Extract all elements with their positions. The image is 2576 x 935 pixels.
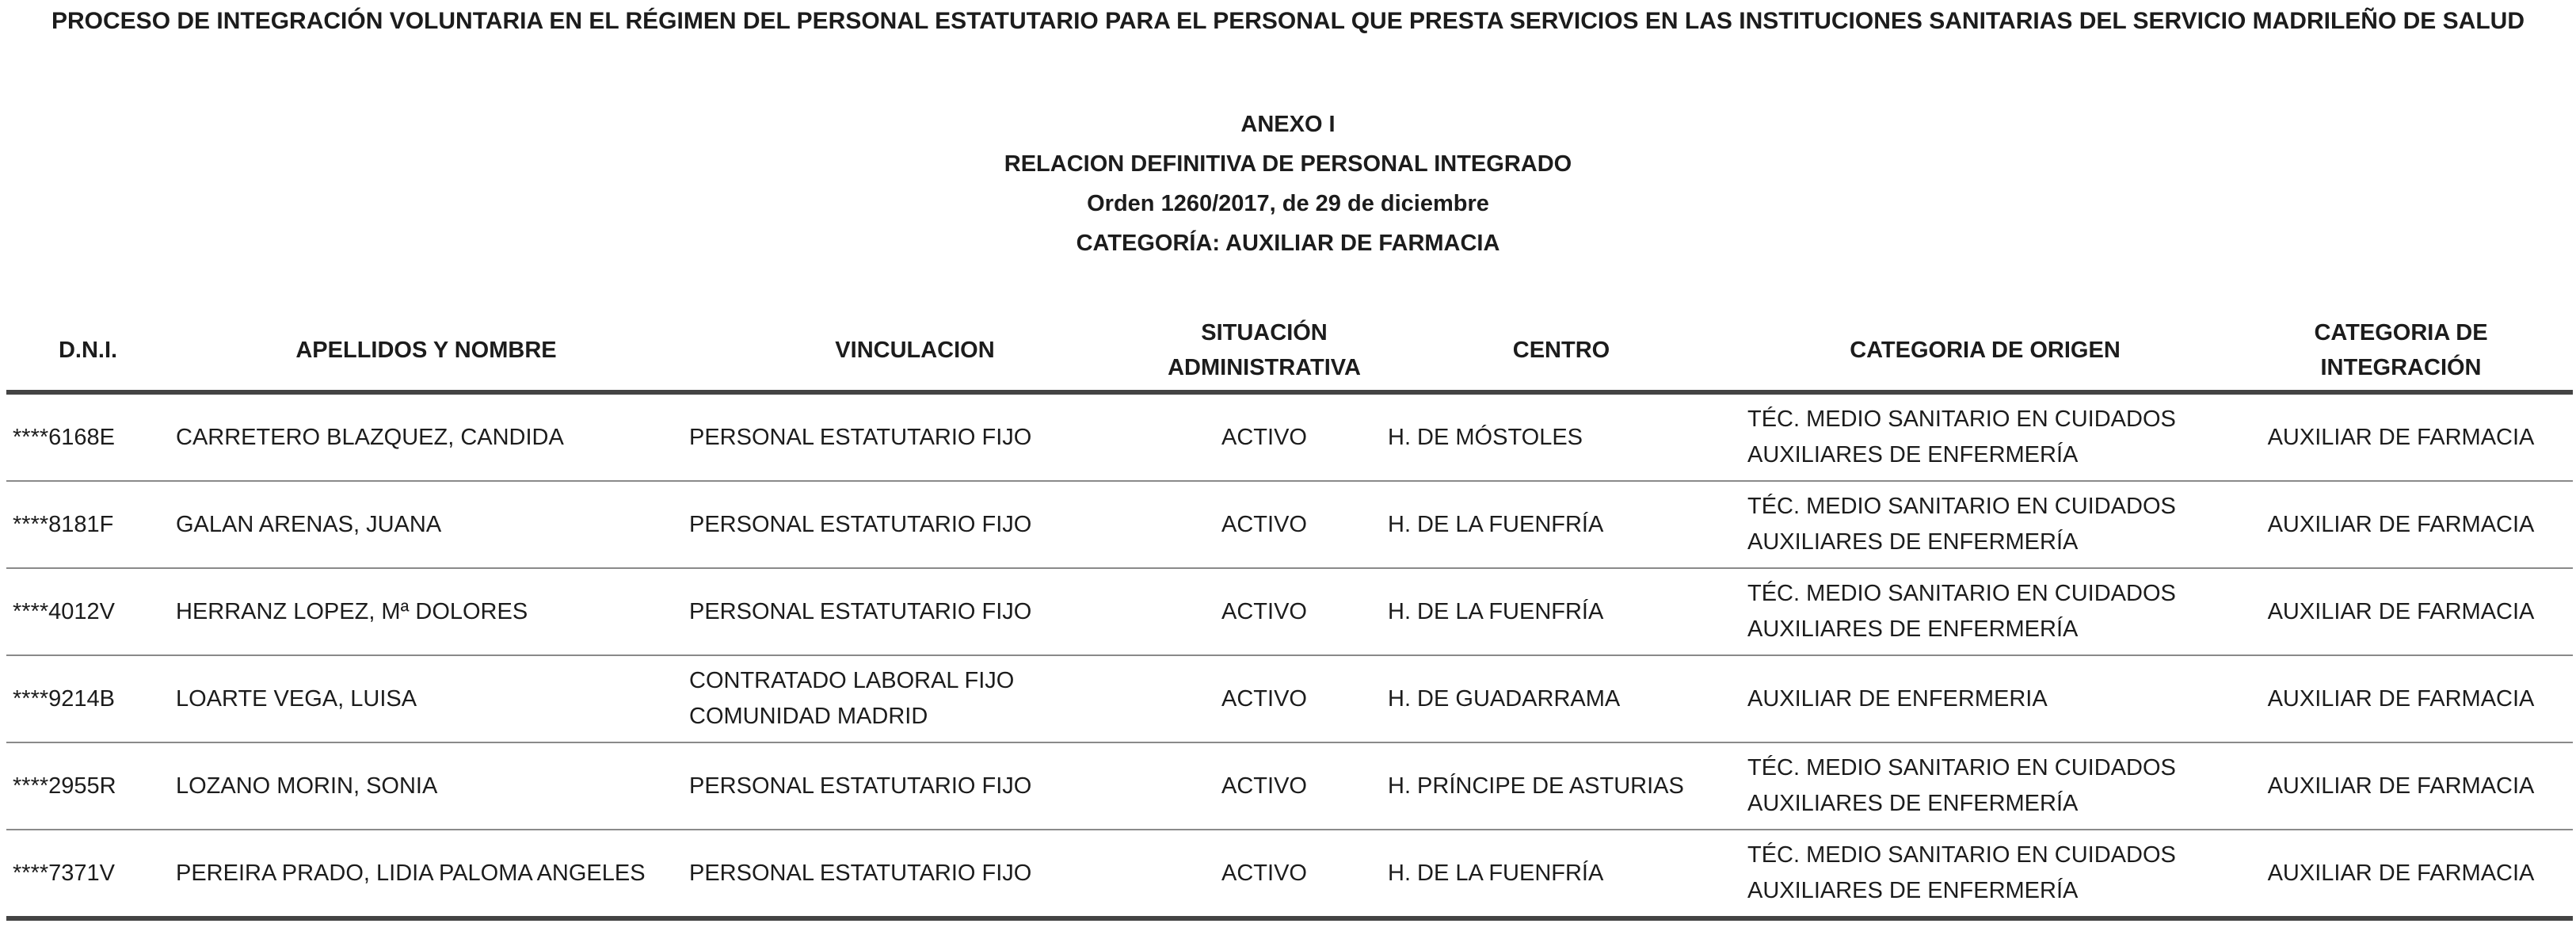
cell-dni: ****9214B <box>6 655 170 742</box>
cell-centro: H. DE MÓSTOLES <box>1381 392 1741 481</box>
cell-origen-line-1: TÉC. MEDIO SANITARIO EN CUIDADOS <box>1747 581 2176 606</box>
cell-vinculacion <box>683 568 1147 655</box>
cell-origen-line-2: AUXILIARES DE ENFERMERÍA <box>1747 878 2079 903</box>
cell-origen <box>1741 830 2229 918</box>
header-integracion-line-1: CATEGORIA DE <box>2314 320 2488 345</box>
cell-situacion: ACTIVO <box>1147 830 1381 918</box>
cell-origen-line-2: AUXILIARES DE ENFERMERÍA <box>1747 442 2079 468</box>
personnel-table <box>6 311 2573 921</box>
cell-vinculacion-line-2: COMUNIDAD MADRID <box>689 704 928 729</box>
cell-situacion: ACTIVO <box>1147 481 1381 568</box>
cell-situacion: ACTIVO <box>1147 655 1381 742</box>
cell-origen-line-2: AUXILIARES DE ENFERMERÍA <box>1747 791 2079 816</box>
cell-vinculacion-line-1: PERSONAL ESTATUTARIO FIJO <box>689 773 1032 799</box>
cell-vinculacion <box>683 655 1147 742</box>
cell-vinculacion <box>683 481 1147 568</box>
heading-block <box>0 105 2576 263</box>
header-dni: D.N.I. <box>6 311 170 392</box>
header-integracion-line-2: INTEGRACIÓN <box>2320 355 2482 380</box>
cell-origen <box>1741 392 2229 481</box>
cell-name: HERRANZ LOPEZ, Mª DOLORES <box>170 568 683 655</box>
cell-situacion: ACTIVO <box>1147 742 1381 830</box>
cell-situacion: ACTIVO <box>1147 568 1381 655</box>
table-row <box>6 392 2573 481</box>
cell-origen <box>1741 742 2229 830</box>
cell-integracion: AUXILIAR DE FARMACIA <box>2229 655 2573 742</box>
document-subtitle: RELACION DEFINITIVA DE PERSONAL INTEGRADO <box>1004 151 1572 177</box>
cell-vinculacion-line-1: PERSONAL ESTATUTARIO FIJO <box>689 424 1032 450</box>
cell-vinculacion <box>683 742 1147 830</box>
cell-vinculacion-line-1: PERSONAL ESTATUTARIO FIJO <box>689 860 1032 886</box>
cell-dni: ****4012V <box>6 568 170 655</box>
cell-name: GALAN ARENAS, JUANA <box>170 481 683 568</box>
cell-name: LOZANO MORIN, SONIA <box>170 742 683 830</box>
header-situacion <box>1147 311 1381 392</box>
cell-origen-line-1: AUXILIAR DE ENFERMERIA <box>1747 685 2048 712</box>
cell-vinculacion-line-1: PERSONAL ESTATUTARIO FIJO <box>689 598 1032 624</box>
cell-integracion: AUXILIAR DE FARMACIA <box>2229 742 2573 830</box>
header-centro: CENTRO <box>1381 311 1741 392</box>
table-row <box>6 742 2573 830</box>
annex-title: ANEXO I <box>1240 112 1336 137</box>
cell-origen-line-1: TÉC. MEDIO SANITARIO EN CUIDADOS <box>1747 842 2176 868</box>
cell-centro: H. DE LA FUENFRÍA <box>1381 830 1741 918</box>
cell-integracion: AUXILIAR DE FARMACIA <box>2229 392 2573 481</box>
cell-origen-line-2: AUXILIARES DE ENFERMERÍA <box>1747 616 2079 642</box>
page-title: PROCESO DE INTEGRACIÓN VOLUNTARIA EN EL RÉGIMEN DEL PERSONAL ESTATUTARIO PARA EL PERSONAL QUE PRESTA SERVICIOS EN LAS INSTITUCIONES SANITARIAS DEL SERVICIO MADRILEÑO DE SALUD <box>51 8 2525 34</box>
cell-origen-line-1: TÉC. MEDIO SANITARIO EN CUIDADOS <box>1747 494 2176 519</box>
order-reference: Orden 1260/2017, de 29 de diciembre <box>1087 191 1489 216</box>
cell-origen-line-1: TÉC. MEDIO SANITARIO EN CUIDADOS <box>1747 755 2176 780</box>
category-label: CATEGORÍA: AUXILIAR DE FARMACIA <box>1076 231 1500 256</box>
cell-dni: ****7371V <box>6 830 170 918</box>
table-row <box>6 481 2573 568</box>
header-name: APELLIDOS Y NOMBRE <box>170 311 683 392</box>
table-row <box>6 655 2573 742</box>
cell-name: LOARTE VEGA, LUISA <box>170 655 683 742</box>
cell-dni: ****2955R <box>6 742 170 830</box>
header-vinculacion: VINCULACION <box>683 311 1147 392</box>
cell-vinculacion-line-1: CONTRATADO LABORAL FIJO <box>689 668 1015 693</box>
cell-centro: H. DE GUADARRAMA <box>1381 655 1741 742</box>
table-header-row <box>6 311 2573 392</box>
cell-name: CARRETERO BLAZQUEZ, CANDIDA <box>170 392 683 481</box>
header-situacion-line-1: SITUACIÓN <box>1201 320 1328 345</box>
cell-origen-line-1: TÉC. MEDIO SANITARIO EN CUIDADOS <box>1747 406 2176 432</box>
cell-centro: H. DE LA FUENFRÍA <box>1381 568 1741 655</box>
cell-integracion: AUXILIAR DE FARMACIA <box>2229 568 2573 655</box>
cell-dni: ****6168E <box>6 392 170 481</box>
table-row <box>6 568 2573 655</box>
cell-vinculacion-line-1: PERSONAL ESTATUTARIO FIJO <box>689 511 1032 537</box>
cell-origen <box>1741 568 2229 655</box>
cell-origen-line-2: AUXILIARES DE ENFERMERÍA <box>1747 529 2079 555</box>
cell-vinculacion <box>683 392 1147 481</box>
cell-origen <box>1741 655 2229 742</box>
cell-name: PEREIRA PRADO, LIDIA PALOMA ANGELES <box>170 830 683 918</box>
cell-centro: H. DE LA FUENFRÍA <box>1381 481 1741 568</box>
cell-dni: ****8181F <box>6 481 170 568</box>
header-origen: CATEGORIA DE ORIGEN <box>1741 311 2229 392</box>
table-row <box>6 830 2573 918</box>
cell-integracion: AUXILIAR DE FARMACIA <box>2229 830 2573 918</box>
cell-situacion: ACTIVO <box>1147 392 1381 481</box>
cell-integracion: AUXILIAR DE FARMACIA <box>2229 481 2573 568</box>
header-situacion-line-2: ADMINISTRATIVA <box>1168 355 1361 380</box>
header-integracion <box>2229 311 2573 392</box>
cell-origen <box>1741 481 2229 568</box>
cell-centro: H. PRÍNCIPE DE ASTURIAS <box>1381 742 1741 830</box>
cell-vinculacion <box>683 830 1147 918</box>
